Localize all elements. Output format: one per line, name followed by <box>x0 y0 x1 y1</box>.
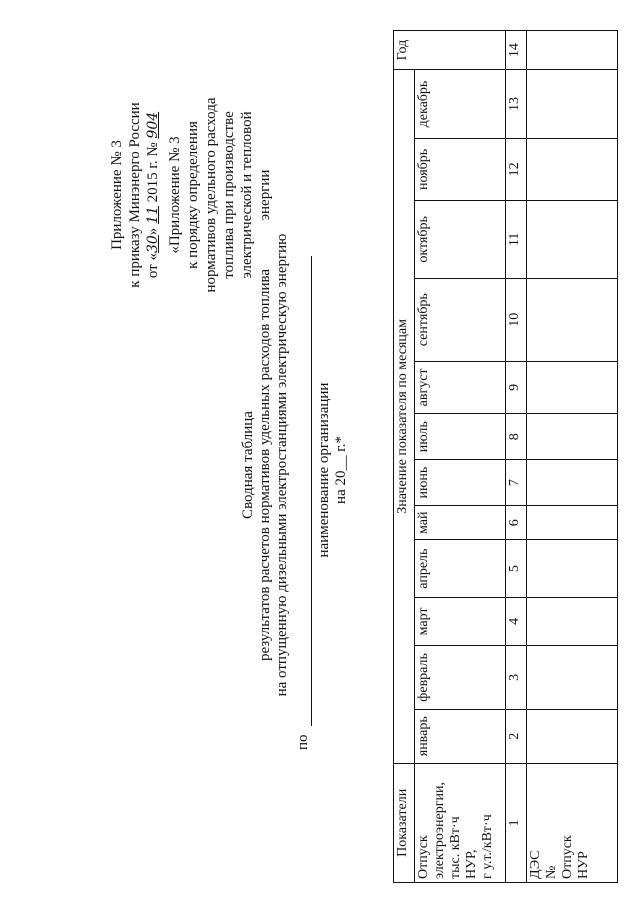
appendix-quote-line: «Приложение № 3 <box>167 136 183 254</box>
column-number: 1 <box>506 763 527 882</box>
appendix-quote-line: нормативов удельного расхода <box>203 97 219 293</box>
header-months-group: Значение показателя по месяцам <box>394 70 415 764</box>
organization-caption: наименование организации <box>316 382 332 558</box>
column-number: 9 <box>506 361 527 414</box>
organization-caption-block <box>316 350 350 590</box>
document-title <box>240 185 291 745</box>
column-number: 5 <box>506 540 527 597</box>
month-header: июль <box>415 414 506 460</box>
organization-line <box>295 210 312 750</box>
month-header: март <box>415 597 506 645</box>
title-line: результатов расчетов нормативов удельных расходов топлива <box>257 268 273 662</box>
month-header: июнь <box>415 460 506 506</box>
appendix-line: Приложение № 3 <box>109 140 125 250</box>
table-cell <box>527 200 618 278</box>
table-cell <box>527 646 618 710</box>
table-cell <box>527 361 618 414</box>
appendix-quote-line: энергии <box>257 169 273 221</box>
column-number: 12 <box>506 138 527 200</box>
table-cell <box>527 540 618 597</box>
month-header: май <box>415 506 506 540</box>
appendix-quote-line: топлива при производстве <box>221 111 237 279</box>
summary-table <box>393 30 618 883</box>
month-header: декабрь <box>415 70 506 139</box>
title-line: на отпущенную дизельными электростанциями электрическую энергию <box>274 233 290 697</box>
month-header: сентябрь <box>415 278 506 361</box>
table-cell <box>527 414 618 460</box>
column-number: 4 <box>506 597 527 645</box>
column-number: 2 <box>506 709 527 763</box>
month-header: январь <box>415 709 506 763</box>
column-number: 7 <box>506 460 527 506</box>
month-header: апрель <box>415 540 506 597</box>
po-label: по <box>295 734 311 750</box>
handwritten-number: 904 <box>145 111 161 139</box>
month-header: ноябрь <box>415 138 506 200</box>
column-number: 3 <box>506 646 527 710</box>
table-cell <box>527 138 618 200</box>
column-number: 13 <box>506 70 527 139</box>
month-header: октябрь <box>415 200 506 278</box>
appendix-quote-line: к порядку определения <box>185 121 201 269</box>
appendix-date: от «30» 11 2015 г. № 904 <box>145 111 161 279</box>
handwritten-month: 11 <box>145 206 161 224</box>
table-cell <box>527 506 618 540</box>
month-header: август <box>415 361 506 414</box>
data-row-label: ДЭС № Отпуск НУР <box>527 763 618 882</box>
table-cell <box>527 709 618 763</box>
column-number: 11 <box>506 200 527 278</box>
table-cell <box>527 597 618 645</box>
table-cell <box>527 460 618 506</box>
header-indicators: Показатели <box>394 763 415 882</box>
indicator-cell: Отпуск электроэнергии, тыс. кВт·ч НУР, г у.т./кВт·ч <box>415 763 506 882</box>
year-line: на 20__ г.* <box>333 436 349 504</box>
title-line: Сводная таблица <box>240 411 256 519</box>
handwritten-day: 30 <box>145 235 161 254</box>
column-number: 10 <box>506 278 527 361</box>
appendix-line: к приказу Минэнерго России <box>127 102 143 288</box>
column-number: 14 <box>506 31 527 70</box>
column-number: 6 <box>506 506 527 540</box>
header-year: Год <box>394 31 506 70</box>
month-header: февраль <box>415 646 506 710</box>
organization-blank <box>297 256 312 726</box>
appendix-quote-line: электрической и тепловой <box>239 111 255 279</box>
column-number: 8 <box>506 414 527 460</box>
table-cell <box>527 278 618 361</box>
table-cell <box>527 31 618 70</box>
table-cell <box>527 70 618 139</box>
